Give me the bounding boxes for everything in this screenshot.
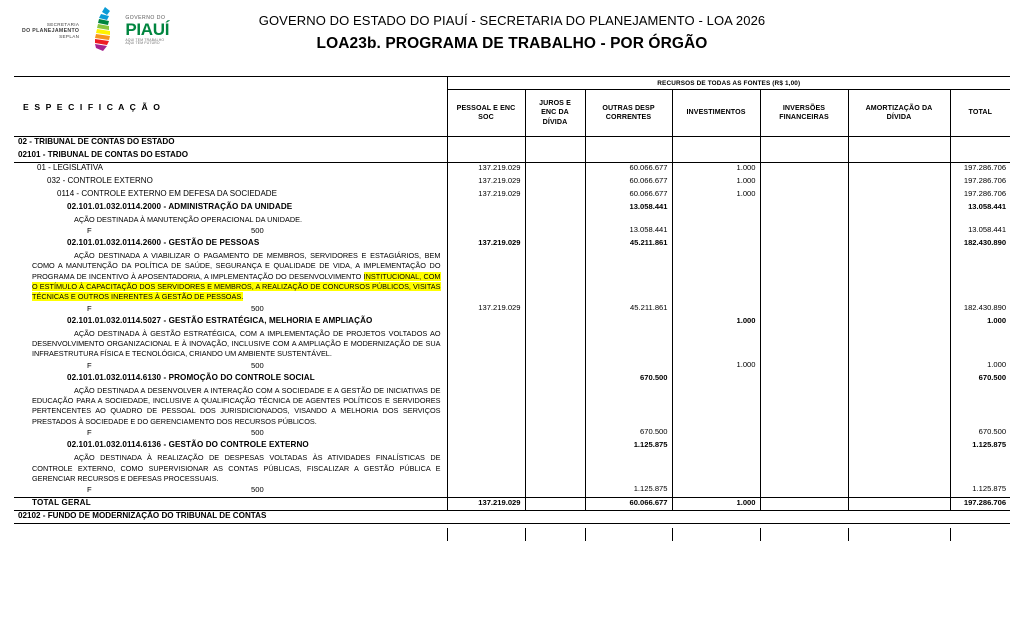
descricao-highlight: INSTITUCIONAL, COM O ESTÍMULO À CAPACITAÇÃO DOS SERVIDORES E MEMBROS, A REALIZAÇÃO DE CONCURSOS PÚBLICOS, VISITAS TÉCNICAS E OUTROS INERENTES À GESTÃO DE PESSOAS.	[32, 271, 441, 302]
fonte-invest	[672, 427, 760, 440]
fonte-juros	[525, 360, 585, 373]
orgao-cell	[14, 137, 447, 150]
subfuncao-inversoes	[760, 176, 848, 189]
total-geral-invest: 1.000	[672, 498, 760, 511]
fonte-letter: F	[87, 303, 92, 313]
acao-descricao-cell	[14, 329, 447, 360]
fonte-total: 1.125.875	[950, 484, 1010, 498]
next-blank-outras	[585, 528, 672, 541]
acao-desc-inversoes	[760, 453, 848, 484]
fonte-outras: 45.211.861	[585, 303, 672, 316]
subfuncao-total: 197.286.706	[950, 176, 1010, 189]
document-title: LOA23b. PROGRAMA DE TRABALHO - POR ÓRGÃO	[316, 35, 708, 52]
fonte-code: 500	[251, 225, 264, 235]
orgao-outras	[585, 137, 672, 150]
document-subtitle: GOVERNO DO ESTADO DO PIAUÍ - SECRETARIA DO PLANEJAMENTO - LOA 2026	[258, 13, 766, 28]
total-geral-outras: 60.066.677	[585, 498, 672, 511]
funcao-amort	[848, 163, 950, 176]
acao-desc-pessoal	[447, 329, 525, 360]
acao-descricao-text: AÇÃO DESTINADA À REALIZAÇÃO DE DESPESAS VOLTADAS ÀS ATIVIDADES FINALÍSTICAS DE CONTROLE EXTERNO, COMO SUPERVISIONAR AS CONTAS PÚBLICAS, FISCALIZAR A GESTÃO PÚBLICA E GERENCIAR RECURSOS E DEFESAS PROCESSUAIS.	[32, 453, 441, 483]
fonte-inversoes	[760, 303, 848, 316]
table-row-fonte	[14, 303, 1010, 316]
acao-juros	[525, 373, 585, 386]
acao-cell	[14, 373, 447, 386]
subfuncao-cell	[14, 176, 447, 189]
acao-cell	[14, 316, 447, 329]
acao-inversoes	[760, 316, 848, 329]
acao-pessoal	[447, 202, 525, 215]
acao-desc-juros	[525, 215, 585, 225]
table-row-next-unidade	[14, 511, 1010, 524]
table-row-next-blank	[14, 528, 1010, 541]
acao-invest	[672, 440, 760, 453]
acao-total: 13.058.441	[950, 202, 1010, 215]
acao-invest	[672, 202, 760, 215]
table-row-unidade	[14, 150, 1010, 163]
acao-desc-inversoes	[760, 215, 848, 225]
unidade-cell	[14, 150, 447, 163]
fonte-amort	[848, 360, 950, 373]
acao-label: 02.101.01.032.0114.6130 - PROMOÇÃO DO CONTROLE SOCIAL	[67, 372, 315, 382]
subfuncao-outras: 60.066.677	[585, 176, 672, 189]
programa-juros	[525, 189, 585, 202]
fonte-cell	[14, 360, 447, 373]
acao-inversoes	[760, 373, 848, 386]
acao-desc-invest	[672, 215, 760, 225]
fonte-total: 670.500	[950, 427, 1010, 440]
fonte-invest: 1.000	[672, 360, 760, 373]
acao-descricao-cell	[14, 251, 447, 303]
seplan-logo-line2: DO PLANEJAMENTO	[22, 27, 80, 34]
total-geral-amort	[848, 498, 950, 511]
fonte-total: 1.000	[950, 360, 1010, 373]
table-row-programa	[14, 189, 1010, 202]
column-header-pessoal-enc-soc: PESSOAL E ENC SOC	[447, 90, 525, 137]
table-row-funcao	[14, 163, 1010, 176]
total-geral-pessoal: 137.219.029	[447, 498, 525, 511]
fonte-total: 13.058.441	[950, 225, 1010, 238]
acao-desc-invest	[672, 329, 760, 360]
fonte-juros	[525, 427, 585, 440]
piaui-tagline-2: AQUI TEM FUTURO	[125, 41, 160, 46]
orgao-label: 02 - TRIBUNAL DE CONTAS DO ESTADO	[18, 137, 175, 146]
orgao-invest	[672, 137, 760, 150]
programa-pessoal: 137.219.029	[447, 189, 525, 202]
unidade-total	[950, 150, 1010, 163]
next-blank-amort	[848, 528, 950, 541]
total-geral-label: TOTAL GERAL	[32, 498, 91, 508]
acao-label: 02.101.01.032.0114.2600 - GESTÃO DE PESSOAS	[67, 237, 260, 247]
table-band-row	[14, 77, 1010, 90]
acao-desc-outras	[585, 453, 672, 484]
acao-desc-juros	[525, 251, 585, 303]
acao-outras	[585, 316, 672, 329]
acao-outras: 670.500	[585, 373, 672, 386]
programa-inversoes	[760, 189, 848, 202]
acao-desc-amort	[848, 453, 950, 484]
subfuncao-pessoal: 137.219.029	[447, 176, 525, 189]
acao-desc-amort	[848, 329, 950, 360]
fonte-row	[14, 427, 447, 440]
programa-amort	[848, 189, 950, 202]
acao-desc-invest	[672, 251, 760, 303]
next-blank-inversoes	[760, 528, 848, 541]
fonte-amort	[848, 427, 950, 440]
funcao-label: 01 - LEGISLATIVA	[37, 163, 103, 172]
table-row-acao	[14, 440, 1010, 453]
report-table-container	[14, 76, 1010, 541]
acao-desc-total	[950, 453, 1010, 484]
column-header-amortizacao-divida: AMORTIZAÇÃO DA DÍVIDA	[848, 90, 950, 137]
fonte-juros	[525, 484, 585, 498]
fonte-letter: F	[87, 360, 92, 370]
fonte-inversoes	[760, 225, 848, 238]
unidade-juros	[525, 150, 585, 163]
acao-pessoal	[447, 373, 525, 386]
fonte-inversoes	[760, 427, 848, 440]
fonte-invest	[672, 303, 760, 316]
next-blank-spec	[14, 528, 447, 541]
fonte-pessoal	[447, 427, 525, 440]
acao-invest: 1.000	[672, 316, 760, 329]
table-row-fonte	[14, 360, 1010, 373]
fonte-outras: 13.058.441	[585, 225, 672, 238]
orgao-pessoal	[447, 137, 525, 150]
table-row-acao-descricao	[14, 453, 1010, 484]
subfuncao-amort	[848, 176, 950, 189]
table-row-orgao	[14, 137, 1010, 150]
programa-outras: 60.066.677	[585, 189, 672, 202]
acao-desc-pessoal	[447, 386, 525, 427]
piaui-name: PIAUÍ	[125, 19, 170, 39]
acao-juros	[525, 238, 585, 251]
orgao-inversoes	[760, 137, 848, 150]
total-geral-inversoes	[760, 498, 848, 511]
fonte-pessoal	[447, 360, 525, 373]
fonte-cell	[14, 427, 447, 440]
table-row-acao-descricao	[14, 215, 1010, 225]
unidade-label: 02101 - TRIBUNAL DE CONTAS DO ESTADO	[18, 149, 188, 159]
acao-desc-invest	[672, 453, 760, 484]
acao-desc-total	[950, 386, 1010, 427]
fonte-row	[14, 484, 447, 497]
subfuncao-juros	[525, 176, 585, 189]
table-row-acao	[14, 316, 1010, 329]
fonte-invest	[672, 225, 760, 238]
acao-outras: 45.211.861	[585, 238, 672, 251]
funcao-cell	[14, 163, 447, 176]
fonte-pessoal	[447, 484, 525, 498]
acao-total: 1.000	[950, 316, 1010, 329]
fonte-code: 500	[251, 485, 264, 495]
next-unidade-cell	[14, 511, 1010, 524]
subfuncao-invest: 1.000	[672, 176, 760, 189]
acao-desc-total	[950, 329, 1010, 360]
fonte-amort	[848, 303, 950, 316]
acao-desc-inversoes	[760, 251, 848, 303]
programa-invest: 1.000	[672, 189, 760, 202]
table-row-acao-descricao	[14, 386, 1010, 427]
next-blank-invest	[672, 528, 760, 541]
acao-desc-pessoal	[447, 453, 525, 484]
column-header-inversoes-financeiras: INVERSÕES FINANCEIRAS	[760, 90, 848, 137]
funcao-total: 197.286.706	[950, 163, 1010, 176]
orgao-amort	[848, 137, 950, 150]
acao-total: 670.500	[950, 373, 1010, 386]
acao-pessoal	[447, 440, 525, 453]
subfuncao-label: 032 - CONTROLE EXTERNO	[47, 175, 153, 185]
acao-desc-juros	[525, 329, 585, 360]
fonte-row	[14, 360, 447, 373]
funcao-inversoes	[760, 163, 848, 176]
acao-desc-outras	[585, 215, 672, 225]
acao-inversoes	[760, 440, 848, 453]
funcao-outras: 60.066.677	[585, 163, 672, 176]
acao-descricao-cell	[14, 215, 447, 225]
acao-label: 02.101.01.032.0114.5027 - GESTÃO ESTRATÉGICA, MELHORIA E AMPLIAÇÃO	[67, 315, 373, 325]
funcao-pessoal: 137.219.029	[447, 163, 525, 176]
acao-desc-pessoal	[447, 215, 525, 225]
acao-outras: 1.125.875	[585, 440, 672, 453]
unidade-amort	[848, 150, 950, 163]
seplan-logo-line1: SECRETARIA	[46, 22, 80, 28]
fonte-outras: 670.500	[585, 427, 672, 440]
next-blank-pessoal	[447, 528, 525, 541]
acao-desc-outras	[585, 329, 672, 360]
table-row-acao	[14, 202, 1010, 215]
acao-desc-amort	[848, 215, 950, 225]
fonte-letter: F	[87, 225, 92, 235]
column-band-header: RECURSOS DE TODAS AS FONTES (R$ 1,00)	[447, 77, 1010, 90]
fonte-cell	[14, 484, 447, 498]
fonte-amort	[848, 484, 950, 498]
acao-pessoal: 137.219.029	[447, 238, 525, 251]
acao-amort	[848, 316, 950, 329]
orgao-total	[950, 137, 1010, 150]
table-row-acao-descricao	[14, 329, 1010, 360]
fonte-row	[14, 225, 447, 238]
acao-cell	[14, 440, 447, 453]
acao-amort	[848, 373, 950, 386]
next-blank-juros	[525, 528, 585, 541]
table-row-fonte	[14, 484, 1010, 498]
programa-cell	[14, 189, 447, 202]
acao-desc-invest	[672, 386, 760, 427]
acao-descricao-cell	[14, 453, 447, 484]
next-unidade-label: 02102 - FUNDO DE MODERNIZAÇÃO DO TRIBUNAL DE CONTAS	[18, 511, 267, 521]
column-header-total: TOTAL	[950, 90, 1010, 137]
piaui-gov-label: GOVERNO DO	[125, 15, 166, 22]
fonte-outras	[585, 360, 672, 373]
acao-desc-juros	[525, 453, 585, 484]
acao-amort	[848, 202, 950, 215]
fonte-row	[14, 303, 447, 316]
acao-desc-total	[950, 251, 1010, 303]
acao-total: 1.125.875	[950, 440, 1010, 453]
fonte-pessoal	[447, 225, 525, 238]
fonte-code: 500	[251, 360, 264, 370]
column-header-juros-enc-divida: JUROS E ENC DA DÍVIDA	[525, 90, 585, 137]
budget-table	[14, 77, 1010, 541]
acao-label: 02.101.01.032.0114.6136 - GESTÃO DO CONTROLE EXTERNO	[67, 440, 309, 450]
acao-descricao-cell	[14, 386, 447, 427]
table-row-subfuncao	[14, 176, 1010, 189]
acao-desc-outras	[585, 251, 672, 303]
page-header	[0, 0, 1024, 72]
acao-outras: 13.058.441	[585, 202, 672, 215]
acao-desc-inversoes	[760, 386, 848, 427]
table-row-acao	[14, 238, 1010, 251]
acao-cell	[14, 238, 447, 251]
unidade-invest	[672, 150, 760, 163]
unidade-outras	[585, 150, 672, 163]
acao-desc-inversoes	[760, 329, 848, 360]
table-row-acao-descricao	[14, 251, 1010, 303]
acao-desc-total	[950, 215, 1010, 225]
acao-total: 182.430.890	[950, 238, 1010, 251]
fonte-amort	[848, 225, 950, 238]
fonte-code: 500	[251, 428, 264, 438]
fonte-letter: F	[87, 485, 92, 495]
total-geral-juros	[525, 498, 585, 511]
programa-label: 0114 - CONTROLE EXTERNO EM DEFESA DA SOCIEDADE	[57, 188, 277, 198]
fonte-invest	[672, 484, 760, 498]
table-row-fonte	[14, 427, 1010, 440]
acao-desc-juros	[525, 386, 585, 427]
column-header-investimentos: INVESTIMENTOS	[672, 90, 760, 137]
next-blank-total	[950, 528, 1010, 541]
fonte-total: 182.430.890	[950, 303, 1010, 316]
orgao-juros	[525, 137, 585, 150]
fonte-inversoes	[760, 484, 848, 498]
acao-amort	[848, 238, 950, 251]
acao-desc-amort	[848, 386, 950, 427]
table-row-acao	[14, 373, 1010, 386]
acao-inversoes	[760, 238, 848, 251]
acao-amort	[848, 440, 950, 453]
fonte-juros	[525, 303, 585, 316]
acao-invest	[672, 238, 760, 251]
total-geral-total: 197.286.706	[950, 498, 1010, 511]
column-header-especificacao: E S P E C I F I C A Ç Ã O	[23, 101, 162, 112]
acao-pessoal	[447, 316, 525, 329]
total-geral-cell	[14, 498, 447, 511]
piaui-tagline-1: AQUI TEM TRABALHO	[125, 37, 165, 42]
fonte-cell	[14, 225, 447, 238]
fonte-cell	[14, 303, 447, 316]
acao-juros	[525, 316, 585, 329]
fonte-juros	[525, 225, 585, 238]
acao-invest	[672, 373, 760, 386]
acao-desc-pessoal	[447, 251, 525, 303]
acao-desc-amort	[848, 251, 950, 303]
table-head	[14, 77, 1010, 137]
fonte-outras: 1.125.875	[585, 484, 672, 498]
title-block	[0, 13, 1024, 53]
table-body	[14, 137, 1010, 541]
funcao-invest: 1.000	[672, 163, 760, 176]
acao-label: 02.101.01.032.0114.2000 - ADMINISTRAÇÃO DA UNIDADE	[67, 201, 293, 211]
unidade-pessoal	[447, 150, 525, 163]
unidade-inversoes	[760, 150, 848, 163]
fonte-pessoal: 137.219.029	[447, 303, 525, 316]
acao-cell	[14, 202, 447, 215]
table-row-fonte	[14, 225, 1010, 238]
funcao-juros	[525, 163, 585, 176]
acao-inversoes	[760, 202, 848, 215]
fonte-code: 500	[251, 303, 264, 313]
fonte-inversoes	[760, 360, 848, 373]
acao-descricao-text: AÇÃO DESTINADA À GESTÃO ESTRATÉGICA, COM A IMPLEMENTAÇÃO DE PROJETOS VOLTADOS AO DESENVOLVIMENTO ORGANIZACIONAL E À INOVAÇÃO, INCLUSIVE COM A AMPLIAÇÃO E MODERNIZAÇÃO DE SUA INFRAESTRUTURA FÍSICA E TECNOLÓGICA, CRIANDO UM AMBIENTE SUSTENTÁVEL.	[32, 328, 441, 359]
acao-juros	[525, 202, 585, 215]
seplan-logo-line3: SEPLAN	[59, 34, 80, 40]
acao-descricao-text: AÇÃO DESTINADA A VIABILIZAR O PAGAMENTO DE MEMBROS, SERVIDORES E ESTAGIÁRIOS, BEM COMO A MANUTENÇÃO DA POLÍTICA DE SAÚDE, SEGURANÇA E QUALIDADE DE VIDA, A IMPLEMENTAÇÃO DO PROGRAMA DE INCENTIVO À APOSENTADORIA, A IMPLEMENTAÇÃO DO DESENVOLVIMENTO INSTITUCIONAL, COM O ESTÍMULO À CAPACITAÇÃO DOS SERVIDORES E MEMBROS, A REALIZAÇÃO DE CONCURSOS PÚBLICOS, VISITAS TÉCNICAS E OUTROS INERENTES À GESTÃO DE PESSOAS.	[32, 250, 441, 302]
acao-descricao-text: AÇÃO DESTINADA À MANUTENÇÃO OPERACIONAL DA UNIDADE.	[74, 214, 303, 224]
column-header-outras-desp-correntes: OUTRAS DESP CORRENTES	[585, 90, 672, 137]
programa-total: 197.286.706	[950, 189, 1010, 202]
acao-descricao-text: AÇÃO DESTINADA A DESENVOLVER A INTERAÇÃO COM A SOCIEDADE E A GESTÃO DE INICIATIVAS DE EDUCAÇÃO PARA A SOCIEDADE, INCLUSIVE A QUALIFICAÇÃO TÉCNICA DE AGENTES POLÍTICOS E SERVIDORES PERTENCENTES AO QUADRO DE PESSOAL DOS JURISDICIONADOS, VISANDO A MELHORIA DOS SERVIÇOS PRESTADOS À SOCIEDADE E DO GERENCIAMENTO DOS RECURSOS PÚBLICOS.	[32, 385, 441, 426]
table-row-total-geral	[14, 498, 1010, 511]
acao-desc-outras	[585, 386, 672, 427]
fonte-letter: F	[87, 428, 92, 438]
acao-juros	[525, 440, 585, 453]
